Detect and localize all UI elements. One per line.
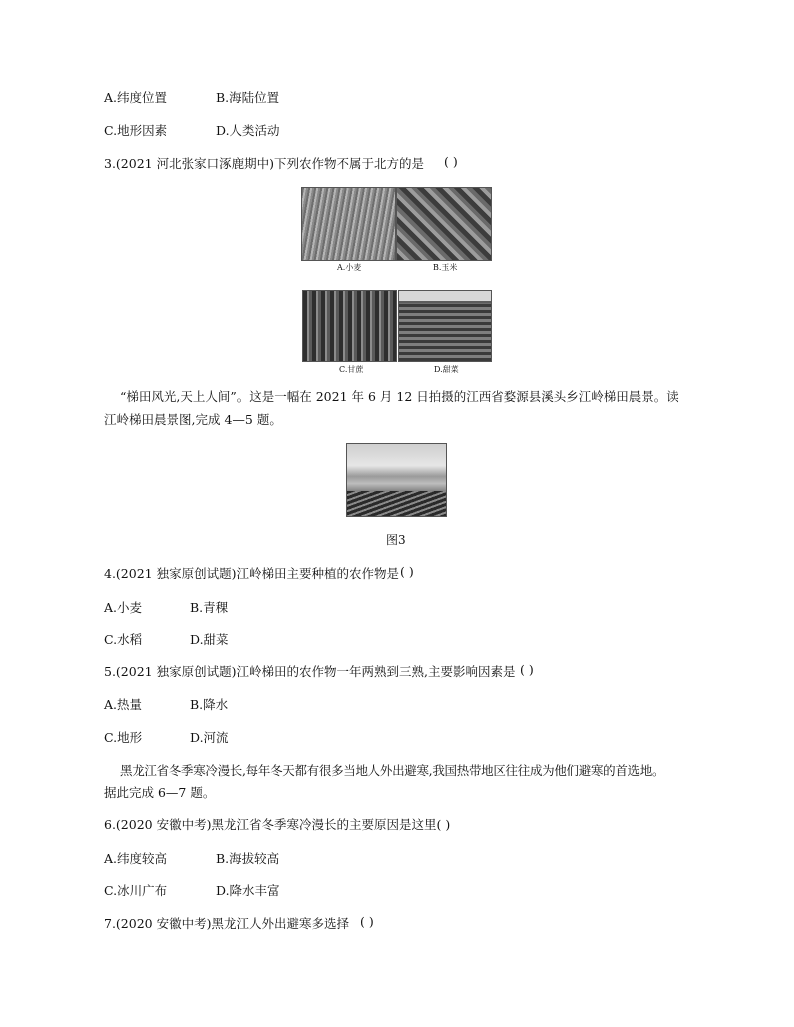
q6-option-c: C.冰川广布 [104, 883, 168, 898]
intro-6-7-line2: 据此完成 6—7 题。 [104, 785, 216, 800]
q5-option-d: D.河流 [190, 730, 229, 745]
q5-stem: 5.(2021 独家原创试题)江岭梯田的农作物一年两熟到三熟,主要影响因素是 [104, 664, 516, 679]
sugarcane-photo [302, 290, 397, 362]
q7-stem: 7.(2020 安徽中考)黑龙江人外出避寒多选择 [104, 916, 349, 931]
intro-4-5-line2: 江岭梯田晨景图,完成 4—5 题。 [104, 412, 282, 427]
q5-answer-bracket: ( ) [520, 662, 534, 677]
q3-answer-bracket: ( ) [444, 154, 458, 169]
q4-option-b: B.青稞 [190, 600, 229, 615]
caption-sugar-beet: D.甜菜 [434, 365, 459, 374]
q2-option-d: D.人类活动 [216, 123, 280, 138]
terrace-fields-photo [346, 443, 447, 517]
figure-3-label: 图3 [386, 533, 406, 547]
q2-option-a: A.纬度位置 [104, 90, 168, 105]
q4-stem: 4.(2021 独家原创试题)江岭梯田主要种植的农作物是 [104, 566, 399, 581]
q7-answer-bracket: ( ) [360, 914, 374, 929]
wheat-photo [301, 187, 396, 261]
q5-option-b: B.降水 [190, 697, 229, 712]
intro-6-7-line1: 黑龙江省冬季寒冷漫长,每年冬天都有很多当地人外出避寒,我国热带地区往往成为他们避寒的首选地。 [120, 763, 665, 778]
corn-photo [396, 187, 492, 261]
caption-sugarcane: C.甘蔗 [339, 365, 364, 374]
q6-option-a: A.纬度较高 [104, 851, 168, 866]
q4-option-c: C.水稻 [104, 632, 143, 647]
q6-stem: 6.(2020 安徽中考)黑龙江省冬季寒冷漫长的主要原因是这里( ) [104, 817, 451, 832]
sugar-beet-photo [398, 290, 492, 362]
q2-option-b: B.海陆位置 [216, 90, 280, 105]
q3-stem: 3.(2021 河北张家口涿鹿期中)下列农作物不属于北方的是 [104, 156, 424, 171]
q6-option-d: D.降水丰富 [216, 883, 280, 898]
caption-corn: B.玉米 [433, 263, 458, 272]
caption-wheat: A.小麦 [337, 263, 362, 272]
q5-option-a: A.热量 [104, 697, 143, 712]
q4-option-d: D.甜菜 [190, 632, 229, 647]
q2-option-c: C.地形因素 [104, 123, 168, 138]
q5-option-c: C.地形 [104, 730, 143, 745]
intro-4-5-line1: “梯田风光,天上人间”。这是一幅在 2021 年 6 月 12 日拍摄的江西省婺源县溪头乡江岭梯田晨景。读 [120, 389, 679, 404]
q4-option-a: A.小麦 [104, 600, 143, 615]
q6-option-b: B.海拔较高 [216, 851, 280, 866]
q4-answer-bracket: ( ) [400, 564, 414, 579]
